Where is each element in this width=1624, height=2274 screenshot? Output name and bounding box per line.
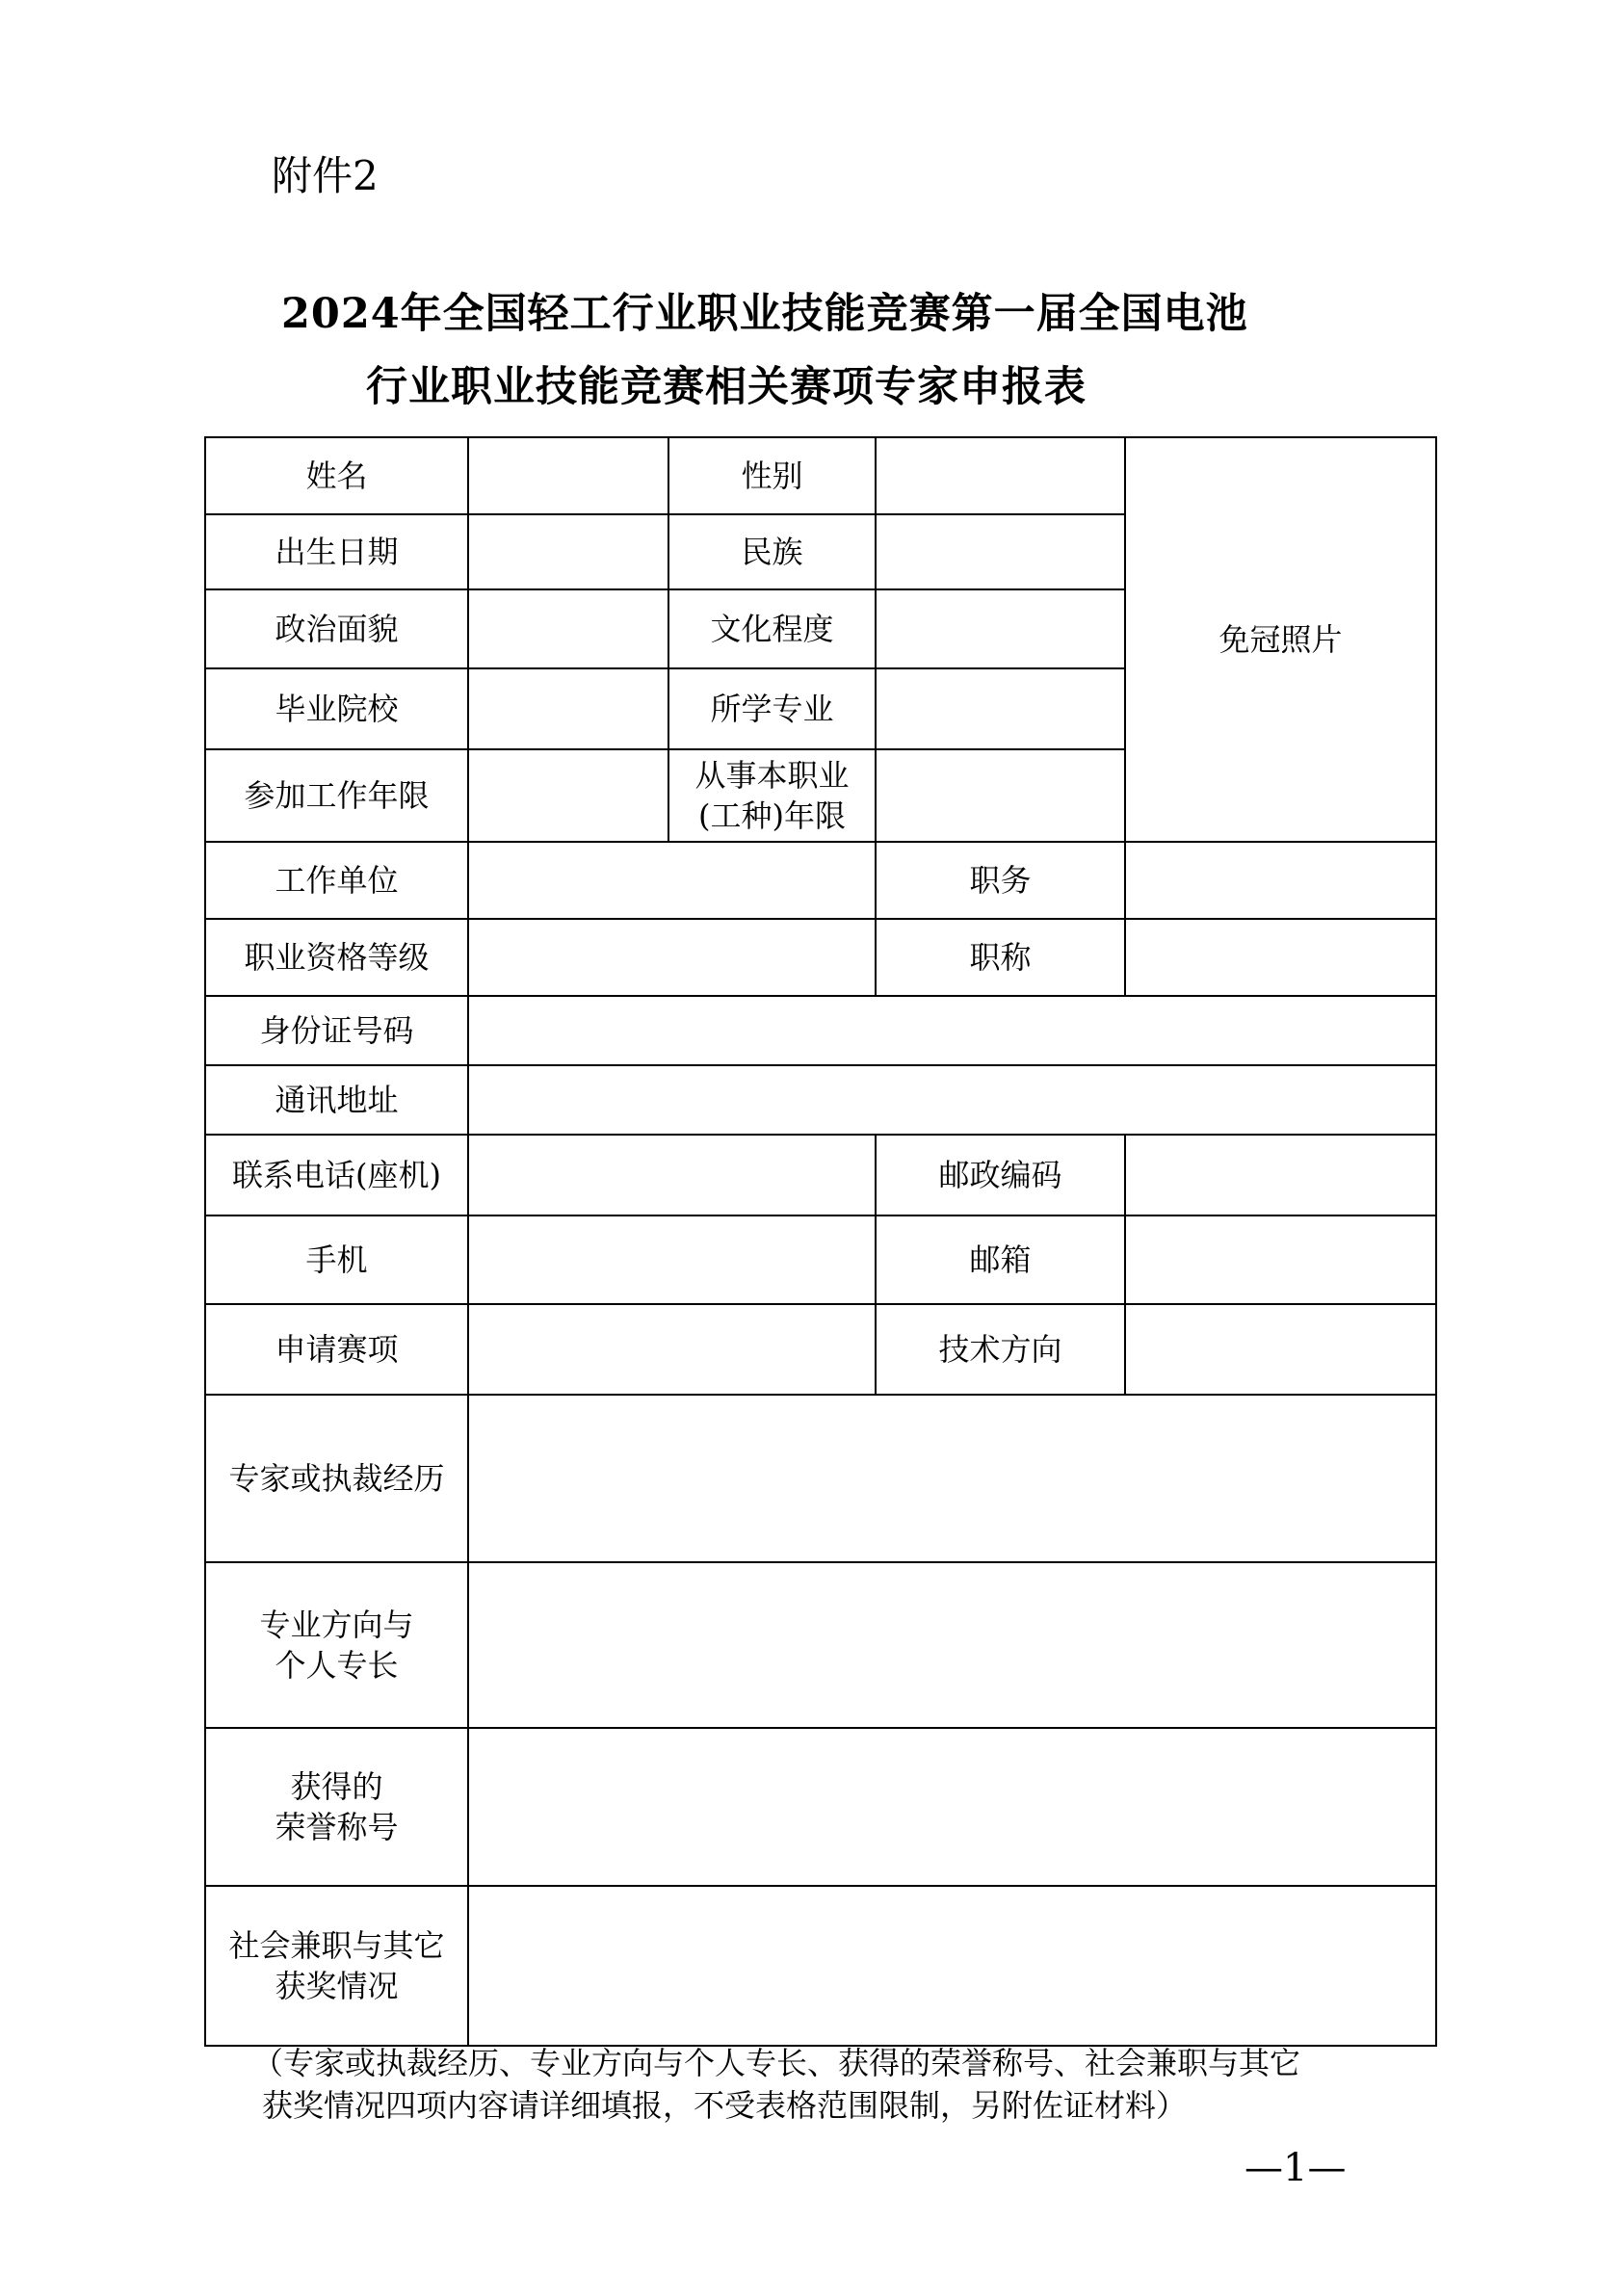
field-landline[interactable] — [468, 1135, 876, 1215]
field-employer[interactable] — [468, 842, 876, 919]
label-mobile: 手机 — [205, 1215, 468, 1304]
label-ethnicity: 民族 — [668, 514, 876, 589]
label-work-years: 参加工作年限 — [205, 749, 468, 842]
footnote-line2: 获奖情况四项内容请详细填报，不受表格范围限制，另附佐证材料） — [262, 2087, 1188, 2124]
label-honors-line2: 荣誉称号 — [275, 1809, 399, 1845]
field-gender[interactable] — [876, 437, 1125, 514]
label-title: 职称 — [876, 919, 1125, 996]
label-school: 毕业院校 — [205, 668, 468, 749]
label-specialty — [205, 1562, 468, 1728]
label-specialty-line1: 专业方向与 — [259, 1607, 414, 1643]
field-qualification-level[interactable] — [468, 919, 876, 996]
label-major: 所学专业 — [668, 668, 876, 749]
label-tech-direction: 技术方向 — [876, 1304, 1125, 1395]
field-part-time[interactable] — [468, 1886, 1436, 2046]
label-event: 申请赛项 — [205, 1304, 468, 1395]
field-major[interactable] — [876, 668, 1125, 749]
field-tech-direction[interactable] — [1125, 1304, 1436, 1395]
label-id-number: 身份证号码 — [205, 996, 468, 1065]
label-qualification-level: 职业资格等级 — [205, 919, 468, 996]
field-honors[interactable] — [468, 1728, 1436, 1886]
field-work-years[interactable] — [468, 749, 668, 842]
photo-box: 免冠照片 — [1125, 437, 1436, 842]
label-gender: 性别 — [668, 437, 876, 514]
label-part-time-line1: 社会兼职与其它 — [228, 1927, 445, 1964]
page-number: —1— — [1244, 2146, 1347, 2190]
label-expert-experience: 专家或执裁经历 — [205, 1395, 468, 1562]
label-postal-code: 邮政编码 — [876, 1135, 1125, 1215]
form-title-line2: 行业职业技能竞赛相关赛项专家申报表 — [366, 363, 1087, 411]
label-education: 文化程度 — [668, 589, 876, 668]
field-email[interactable] — [1125, 1215, 1436, 1304]
label-honors-line1: 获得的 — [290, 1768, 383, 1805]
field-event[interactable] — [468, 1304, 876, 1395]
field-political-status[interactable] — [468, 589, 668, 668]
field-title[interactable] — [1125, 919, 1436, 996]
field-address[interactable] — [468, 1065, 1436, 1135]
form-title-line1: 2024年全国轻工行业职业技能竞赛第一届全国电池 — [281, 290, 1248, 338]
field-birth-date[interactable] — [468, 514, 668, 589]
field-postal-code[interactable] — [1125, 1135, 1436, 1215]
field-mobile[interactable] — [468, 1215, 876, 1304]
label-part-time-line2: 获奖情况 — [275, 1968, 399, 2004]
label-landline: 联系电话(座机) — [205, 1135, 468, 1215]
footnote-line1: （专家或执裁经历、专业方向与个人专长、获得的荣誉称号、社会兼职与其它 — [252, 2045, 1301, 2081]
label-employer: 工作单位 — [205, 842, 468, 919]
label-part-time — [205, 1886, 468, 2046]
label-occupation-years-line1: 从事本职业 — [694, 757, 850, 794]
field-specialty[interactable] — [468, 1562, 1436, 1728]
field-occupation-years[interactable] — [876, 749, 1125, 842]
label-occupation-years — [668, 749, 876, 842]
label-name: 姓名 — [205, 437, 468, 514]
field-education[interactable] — [876, 589, 1125, 668]
label-occupation-years-line2: (工种)年限 — [698, 797, 846, 834]
field-name[interactable] — [468, 437, 668, 514]
field-position[interactable] — [1125, 842, 1436, 919]
field-expert-experience[interactable] — [468, 1395, 1436, 1562]
label-birth-date: 出生日期 — [205, 514, 468, 589]
label-email: 邮箱 — [876, 1215, 1125, 1304]
field-ethnicity[interactable] — [876, 514, 1125, 589]
application-form-table — [204, 436, 1437, 2047]
label-address: 通讯地址 — [205, 1065, 468, 1135]
label-honors — [205, 1728, 468, 1886]
label-specialty-line2: 个人专长 — [275, 1647, 399, 1684]
attachment-label: 附件2 — [272, 152, 379, 199]
label-political-status: 政治面貌 — [205, 589, 468, 668]
footnote — [252, 2042, 1300, 2127]
field-id-number[interactable] — [468, 996, 1436, 1065]
label-position: 职务 — [876, 842, 1125, 919]
field-school[interactable] — [468, 668, 668, 749]
